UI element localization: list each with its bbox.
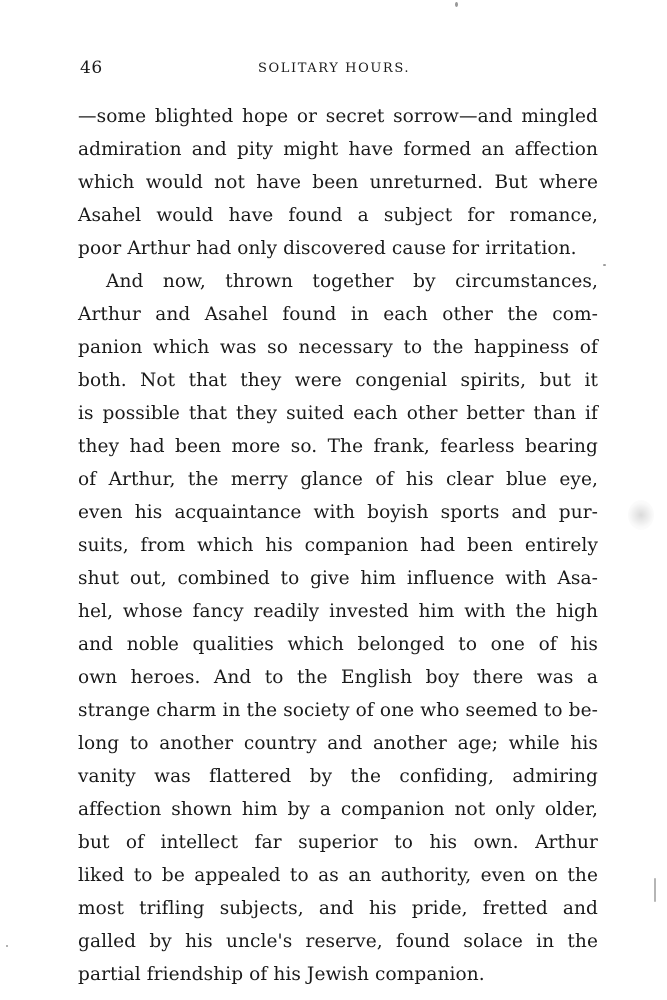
text-line: of Arthur, the merry glance of his clear blue eye, [78,469,598,490]
text-line-paragraph-start: And now, thrown together by circumstances, [106,271,598,292]
running-title: SOLITARY HOURS. [258,61,411,76]
ink-speck [455,2,458,7]
text-line: admiration and pity might have formed an affection [78,139,598,160]
text-line: panion which was so necessary to the happiness of [78,337,598,358]
ink-speck [6,945,8,947]
text-line: hel, whose fancy readily invested him with the high [78,601,598,622]
text-line: affection shown him by a companion not only older, [78,799,598,820]
text-line: is possible that they suited each other better than if [78,403,598,424]
text-line: shut out, combined to give him influence with Asa- [78,568,598,589]
text-line: partial friendship of his Jewish companion. [78,964,485,985]
page-smudge [628,500,654,530]
text-line: Asahel would have found a subject for romance, [78,205,598,226]
text-line: own heroes. And to the English boy there was a [78,667,598,688]
text-line: most trifling subjects, and his pride, fretted and [78,898,598,919]
text-line: even his acquaintance with boyish sports and pur- [78,502,598,523]
text-line: suits, from which his companion had been entirely [78,535,598,556]
text-line: galled by his uncle's reserve, found solace in the [78,931,598,952]
text-line: Arthur and Asahel found in each other the com- [78,304,598,325]
ink-speck [654,878,656,902]
text-line: they had been more so. The frank, fearless bearing [78,436,598,457]
text-line: liked to be appealed to as an authority, even on the [78,865,598,886]
text-line: poor Arthur had only discovered cause for irritation. [78,238,577,259]
text-line: but of intellect far superior to his own. Arthur [78,832,598,853]
text-line: —some blighted hope or secret sorrow—and mingled [78,106,598,127]
text-line: which would not have been unreturned. But where [78,172,598,193]
text-line: and noble qualities which belonged to one of his [78,634,598,655]
page-number: 46 [80,58,103,78]
body-text [78,100,598,991]
text-line: vanity was flattered by the confiding, admiring [78,766,598,787]
text-line: strange charm in the society of one who seemed to be- [78,700,598,721]
text-line: long to another country and another age; while his [78,733,598,754]
running-head [80,58,600,88]
text-line: both. Not that they were congenial spirits, but it [78,370,598,391]
ink-speck [603,264,606,266]
